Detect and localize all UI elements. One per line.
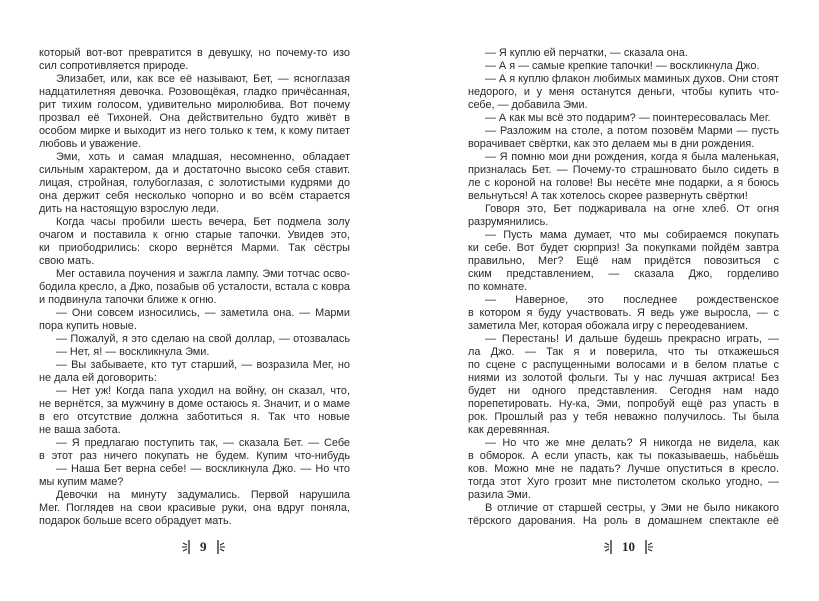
text-line: Эми, хоть и самая младшая, несомненно, обладает: [56, 151, 350, 163]
text-line: ворачивает свёртки, как это делаем мы в дни рождения.: [468, 138, 755, 150]
text-line: по комнате.: [468, 281, 528, 293]
left-page-text: [39, 47, 350, 528]
paragraph: [468, 151, 779, 203]
ornament-left-icon: [182, 539, 191, 555]
text-line: дить на настоящую взрослую леди.: [39, 203, 220, 215]
text-line: надцатилетняя девочка. Розовощёкая, гладко причёсанная,: [39, 86, 350, 98]
text-line: разрумянились.: [468, 216, 549, 228]
right-page-text: [468, 47, 779, 528]
text-line: заметила Мег, которая обожала игру с переодеванием.: [468, 320, 748, 332]
text-line: ки себе. Вот будет сюрприз! За покупками пойдём завтра: [468, 242, 779, 254]
text-line: — Наверное, это последнее рождественское: [485, 294, 779, 306]
text-line: — Нет, я! — воскликнула Эми.: [56, 346, 210, 358]
paragraph: [39, 437, 350, 463]
text-line: ки приободрились: скоро вернётся Марми. Так сёстры: [39, 242, 350, 254]
text-line: — Разложим на столе, а потом позовём Марми — пусть: [485, 125, 779, 137]
paragraph: [468, 60, 779, 73]
text-line: сильным характером, да и достаточно высоко себя ставит.: [39, 164, 350, 176]
text-line: не дала ей договорить:: [39, 372, 157, 384]
page-number: 10: [622, 539, 635, 554]
text-line: любовь и уважение.: [39, 138, 142, 150]
text-line: разила Эми.: [468, 489, 531, 501]
text-line: Девочки на минуту задумались. Первой нарушила: [56, 489, 350, 501]
text-line: Элизабет, или, как все её называют, Бет, — ясноглазая: [56, 73, 350, 85]
text-line: — Пусть мама думает, что мы собираемся покупать: [485, 229, 779, 241]
text-line: — А как мы всё это подарим? — поинтересовалась Мег.: [485, 112, 771, 124]
text-line: — Наша Бет верна себе! — воскликнула Джо. — Но что: [56, 463, 350, 475]
paragraph: [39, 216, 350, 268]
text-line: В отличие от старшей сестры, у Эми не было никакого: [485, 502, 779, 514]
text-line: тогда этот Хуго грозит мне пистолетом сколько угодно, —: [468, 476, 779, 488]
text-line: — Я предлагаю поступить так, — сказала Бет. — Себе: [56, 437, 350, 449]
text-line: Когда часы пробили шесть вечера, Бет подмела золу: [56, 216, 350, 228]
text-line: который вот-вот превратится в девушку, но почему-то изо: [39, 47, 350, 59]
text-line: не ваша забота.: [39, 424, 121, 436]
paragraph: [468, 203, 779, 229]
page-number: 9: [200, 539, 207, 554]
text-line: — Они совсем износились, — заметила она. — Марми: [56, 307, 350, 319]
text-line: — Но что же мне делать? Я никогда не видела, как: [485, 437, 779, 449]
text-line: — Пожалуй, я это сделаю на свой доллар, — отозвалась: [56, 333, 350, 345]
text-line: как деревянная.: [468, 424, 550, 436]
text-line: ниями из золотой фольги. Ты у нас лучшая актриса! Без: [468, 372, 779, 384]
paragraph: [39, 268, 350, 307]
text-line: себе, — добавила Эми.: [468, 99, 588, 111]
paragraph: [468, 437, 779, 502]
text-line: недорого, и у меня останутся деньги, чтобы купить что-: [468, 86, 779, 98]
text-line: подарок больше всего обрадует мать.: [39, 515, 232, 527]
text-line: ла Джо. — Так я и поверила, что ты откажешься: [468, 346, 779, 358]
paragraph: [468, 229, 779, 294]
text-line: призналась Бет. — Почему-то страшновато было сидеть в: [468, 164, 779, 176]
text-line: — Вы забываете, кто тут старший, — возразила Мег, но: [56, 359, 350, 371]
text-line: лицая, стройная, голубоглазая, с золотистыми кудрями до: [39, 177, 350, 189]
text-line: ским представлением, — сказала Джо, горделиво: [468, 268, 779, 280]
paragraph: [39, 151, 350, 216]
text-line: — Перестань! И дальше будешь прекрасно играть, —: [485, 333, 779, 345]
text-line: рит тихим голосом, удивительно миролюбива. Вот почему: [39, 99, 350, 111]
ornament-left-icon: [604, 539, 613, 555]
text-line: особом мирке и выходит из него только к тем, к кому питает: [39, 125, 350, 137]
ornament-right-icon: [216, 539, 225, 555]
paragraph: [468, 73, 779, 112]
paragraph: [39, 73, 350, 151]
text-line: по сцене с распущенными волосами и в белом платье с: [468, 359, 779, 371]
paragraph: [39, 463, 350, 489]
text-line: Мег. Поглядев на свои красивые руки, она вдруг поняла,: [39, 502, 350, 514]
paragraph: [39, 346, 350, 359]
paragraph: [468, 112, 779, 125]
text-line: — Я помню мои дни рождения, когда я была маленькая,: [485, 151, 779, 163]
text-line: будет ни одного представления. Сегодня нам надо: [468, 385, 779, 397]
text-line: в котором я буду участвовать. Я ведь уже выросла, — с: [468, 307, 779, 319]
text-line: свою мать.: [39, 255, 95, 267]
ornament-right-icon: [644, 539, 653, 555]
page-number-right: [604, 539, 653, 555]
text-line: Мег оставила поучения и зажгла лампу. Эми тотчас осво-: [56, 268, 350, 280]
paragraph: [468, 47, 779, 60]
text-line: — А я куплю флакон любимых маминых духов. Они стоят: [485, 73, 779, 85]
paragraph: [39, 489, 350, 528]
text-line: — Я куплю ей перчатки, — сказала она.: [485, 47, 688, 59]
paragraph: [468, 333, 779, 437]
text-line: сил сопротивляется природе.: [39, 60, 189, 72]
text-line: пора купить новые.: [39, 320, 137, 332]
text-line: в обморок. А если упасть, как ты показываешь, набьёшь: [468, 450, 779, 462]
text-line: прозвал её Тихоней. Она действительно будто живёт в: [39, 112, 350, 124]
text-line: Говоря это, Бет поджаривала на огне хлеб. От огня: [485, 203, 779, 215]
page-number-left: [182, 539, 225, 555]
paragraph: [39, 333, 350, 346]
text-line: в этот раз ничего покупать не будем. Купим что-нибудь: [39, 450, 350, 462]
paragraph: [39, 359, 350, 385]
text-line: мы купим маме?: [39, 476, 124, 488]
text-line: — Нет уж! Когда папа уходил на войну, он сказал, что,: [56, 385, 350, 397]
text-line: в его отсутствие должна заботиться я. Так что новые: [39, 411, 350, 423]
text-line: ков. Можно мне не падать? Лучше опуститься в кресло.: [468, 463, 779, 475]
text-line: не вернётся, за мужчину в доме остаюсь я. Значит, и о маме: [39, 398, 350, 410]
paragraph: [468, 502, 779, 528]
text-line: ле с короной на голове! Вы несёте мне подарки, а я боюсь: [468, 177, 779, 189]
text-line: она держит себя несколько чопорно и во всём старается: [39, 190, 350, 202]
text-line: бодила кресло, а Джо, позабыв об усталости, встала с ковра: [39, 281, 350, 293]
paragraph: [39, 385, 350, 437]
text-line: рок. Прошлый раз у тебя неважно получилось. Ты была: [468, 411, 779, 423]
text-line: вельнуться! А так хотелось скорее развернуть свёртки!: [468, 190, 748, 202]
text-line: тёрского дарования. На роль в домашнем спектакле её: [468, 515, 779, 527]
paragraph: [39, 47, 350, 73]
text-line: очагом и поставила к огню старые тапочки. Увидев это,: [39, 229, 350, 241]
paragraph: [39, 307, 350, 333]
text-line: правильно, Мег? Ещё нам придётся повозиться с: [468, 255, 779, 267]
paragraph: [468, 294, 779, 333]
text-line: и подвинула тапочки ближе к огню.: [39, 294, 217, 306]
paragraph: [468, 125, 779, 151]
text-line: порепетировать. Ну-ка, Эми, попробуй ещё раз упасть в: [468, 398, 779, 410]
text-line: — А я — самые крепкие тапочки! — воскликнула Джо.: [485, 60, 760, 72]
